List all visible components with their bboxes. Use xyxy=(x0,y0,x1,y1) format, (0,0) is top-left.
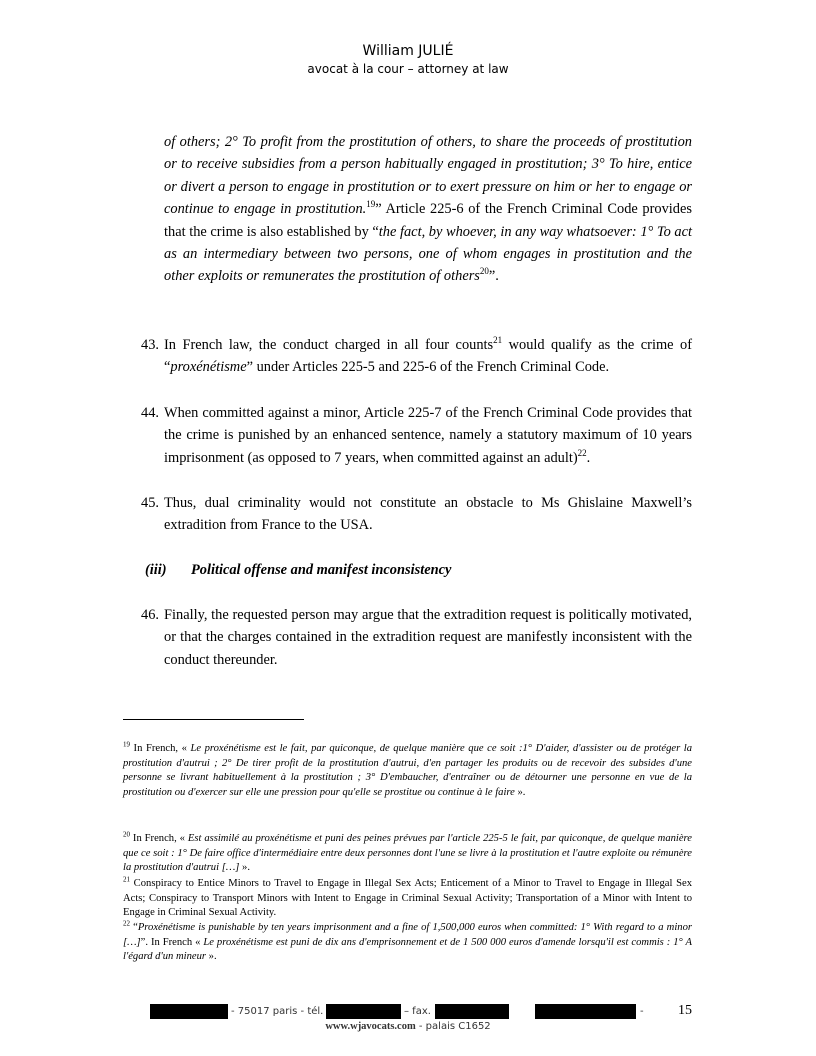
paragraph-number: 45. xyxy=(141,495,159,511)
footnote-19: $^{19}$ In French, « Le proxénétisme est le fait, par quiconque, de quelque manière que ce soit :1° D'aider, d'assister ou de protéger la prostitution d'autrui ; 2° De tirer profit de la prostitution d'autrui, d'en partager les produits ou de recevoir des subsides d'une personne se livrant habituellement à la prostitution ; 3° D'embaucher, d'entraîner ou de détourner une personne en vue de la prostitution ou d'exercer sur elle une pression pour qu'elle se prostitue ou continue à le faire ». xyxy=(123,740,693,798)
footer-city: - 75017 paris - tél. xyxy=(231,1006,324,1017)
continuation-paragraph: of others; 2° To profit from the prostitution of others, to share the proceeds of prostitution or to receive subsidies from a person habitually engaged in prostitution; 3° To hire, entice or divert a person to engage in prostitution or to exert pressure on him or her to engage or continue to engage in prostitution.$^{19}$” Article 225-6 of the French Criminal Code provides that the crime is also established by “the fact, by whoever, in any way whatsoever: 1° To act as an intermediary between two persons, one of whom engages in prostitution and the other exploits or remunerates the prostitution of others$^{20}$”. xyxy=(164,134,692,285)
footer-fax: – fax. xyxy=(404,1006,431,1017)
paragraph-46 xyxy=(141,604,692,671)
paragraph-43 xyxy=(141,334,692,379)
paragraph-text: When committed against a minor, Article 225-7 of the French Criminal Code provides that the crime is punished by an enhanced sentence, namely a statutory maximum of 10 years imprisonment (as opposed to 7 years, when committed against an adult)$^{22}$. xyxy=(164,405,692,466)
page-number: 15 xyxy=(678,1003,692,1018)
attorney-name: William JULIÉ xyxy=(362,43,454,59)
section-title: Political offense and manifest inconsistency xyxy=(191,562,452,578)
paragraph-number: 44. xyxy=(141,405,159,421)
paragraph-44 xyxy=(141,402,692,469)
paragraph-number: 46. xyxy=(141,607,159,623)
paragraph-text: Finally, the requested person may argue that the extradition request is politically motivated, or that the charges contained in the extradition request are manifestly inconsistent with the conduct thereunder. xyxy=(164,607,692,668)
paragraph-number: 43. xyxy=(141,337,159,353)
redaction-block xyxy=(150,1004,228,1019)
redaction-block xyxy=(326,1004,401,1019)
footnote-22: $^{22}$ “Proxénétisme is punishable by ten years imprisonment and a fine of 1,500,000 euros when committed: 1° With regard to a minor […]”. In French « Le proxénétisme est puni de dix ans d'emprisonnement et de 1 500 000 euros d'amende lorsqu'il est commis : 1° A l'égard d'un mineur ». xyxy=(123,919,692,962)
footnote-ref-21[interactable]: 21 xyxy=(493,335,503,346)
website-link[interactable]: www.wjavocats.com xyxy=(325,1021,416,1032)
footnote-separator xyxy=(123,719,304,720)
legal-term: proxénétisme xyxy=(170,359,247,376)
paragraph-text: In French law, the conduct charged in all four counts$^{21}$ would qualify as the crime of “proxénétisme” under Articles 225-5 and 225-6 of the French Criminal Code. xyxy=(164,335,692,376)
footer-contact xyxy=(0,1004,816,1021)
paragraph-text: Thus, dual criminality would not constitute an obstacle to Ms Ghislaine Maxwell’s extradition from France to the USA. xyxy=(164,495,692,534)
paragraph-45 xyxy=(141,492,692,537)
section-heading xyxy=(145,559,451,581)
quote-text: the fact, by whoever, in any way whatsoever: 1° To act as an intermediary between two persons, one of whom engages in prostitution and the other exploits or remunerates the prostitution of others xyxy=(164,223,692,285)
quote-text: of others; 2° To profit from the prostitution of others, to share the proceeds of prostitution or to receive subsidies from a person habitually engaged in prostitution; 3° To hire, entice or divert a person to engage in prostitution or to exert pressure on him or her to engage or continue to engage in prostitution. xyxy=(164,134,692,218)
redaction-block xyxy=(535,1004,636,1019)
section-number: (iii) xyxy=(145,562,167,578)
footnote-20: $^{20}$ In French, « Est assimilé au proxénétisme et puni des peines prévues par l'article 225-5 le fait, par quiconque, de quelque manière que ce soit : 1° De faire office d'intermédiaire entre deux personnes dont l'une se livre à la prostitution et l'autre exploite ou rémunère la prostitution d'autrui […] ». xyxy=(123,830,692,873)
footer-dash: - xyxy=(640,1006,644,1017)
letterhead xyxy=(0,42,816,78)
footnote-21: $^{21}$ Conspiracy to Entice Minors to Travel to Engage in Illegal Sex Acts; Enticement of a Minor to Travel to Engage in Illegal Sex Acts; Conspiracy to Transport Minors with Intent to Engage in Criminal Sexual Activity; Transportation of a Minor with Intent to Engage in Criminal Sexual Activity. xyxy=(123,875,692,918)
palais-code: - palais C1652 xyxy=(415,1021,491,1032)
footer-website xyxy=(0,1021,816,1032)
attorney-title: avocat à la cour – attorney at law xyxy=(307,62,509,76)
redaction-block xyxy=(435,1004,509,1019)
footnote-ref-22[interactable]: 22 xyxy=(577,448,587,459)
footnote-ref-20[interactable]: 20 xyxy=(479,266,489,277)
footnote-ref-19[interactable]: 19 xyxy=(366,199,376,210)
